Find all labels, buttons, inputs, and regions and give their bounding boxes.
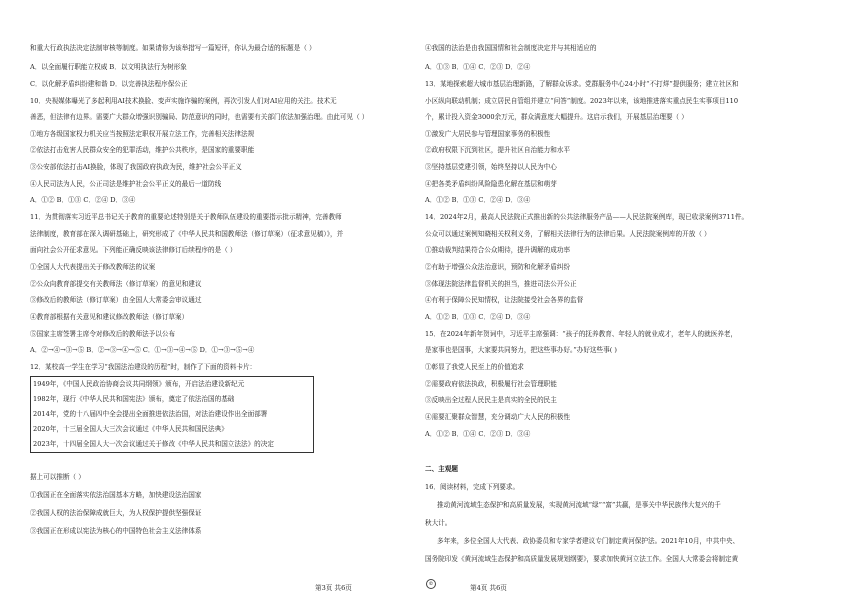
q9-options-ab: A．以全面履行职能立权威 B．以文明执法行为树形象 <box>30 63 187 71</box>
q11-item-1: ①全国人大代表提出关于修改教师法的议案 <box>30 263 156 271</box>
material-line-1: 推动黄河流域生态保护和高质量发展，实现黄河流域“绿”“富”共赢，是事关中华民族伟大复兴的千 <box>437 501 721 509</box>
q9-options-cd: C．以化解矛盾纠纷建和谐 D．以完善执法程序保公正 <box>30 80 188 88</box>
q11-item-4: ④教育部根据有关意见和建议修改教师法（修订草案） <box>30 313 189 321</box>
section-heading: 二、主观题 <box>425 465 458 473</box>
q12-item-1: ①我国正在全面落实依法治国基本方略，加快建设法治国家 <box>30 491 202 499</box>
q11-options: A．②→④→③→⑤ B．②→③→④→⑤ C．①→③→④→⑤ D．①→③→⑤→④ <box>30 346 255 354</box>
material-line-4: 国务院印发《黄河流域生态保护和高质量发展规划纲要》，要求加快黄河立法工作。全国人大常委会将制定黄 <box>425 555 739 563</box>
q12-options: A．①③ B．①④ C．②③ D．②④ <box>425 63 531 71</box>
q10-item-2: ②依法打击危害人民群众安全的犯罪活动，维护公共秩序，是国家的重要职能 <box>30 146 255 154</box>
copyright-mark: © <box>426 579 436 589</box>
timeline-entry-1949: 1949年，《中国人民政治协商会议共同纲领》颁布，开启法治建设新纪元 <box>33 380 245 388</box>
timeline-entry-1982: 1982年，现行《中华人民共和国宪法》颁布，奠定了依法治国的基础 <box>33 395 235 403</box>
timeline-entry-2014: 2014年，党的十八届四中全会提出全面推进依法治国，对法治建设作出全面部署 <box>33 410 268 418</box>
q11-stem: 11．为贯彻落实习近平总书记关于教育的重要论述特别是关于教师队伍建设的重要指示批示精神，完善教师 <box>30 213 342 221</box>
material-line-3: 多年来，多位全国人大代表、政协委员和专家学者建议专门制定黄河保护法。2021年10月，中共中央、 <box>437 537 740 545</box>
q10-item-1: ①地方各级国家权力机关应当按照法定职权开展立法工作，完善相关法律法规 <box>30 130 255 138</box>
material-line-2: 秋大计。 <box>425 519 452 527</box>
q12-item-4: ④我国的法治是由我国国情和社会制度决定并与其相适应的 <box>425 44 597 52</box>
q14-stem: 14．2024年2月，最高人民法院正式推出新的公共法律服务产品——人民法院案例库，现已收录案例3711件。 <box>425 213 749 221</box>
q10-item-3: ③公安部依法打击AI换脸，体现了我国政府执政为民，维护社会公平正义 <box>30 163 242 171</box>
q14-options: A．①② B．①③ C．②④ D．③④ <box>425 313 531 321</box>
q13-stem-cont: 小区纵向联动机制；成立居民自管组并建立“问答”制度。2023年以来，该地推进落实重点民生实事项目110 <box>425 97 739 105</box>
q11-item-2: ②公众向教育部提交有关教师法（修订草案）的意见和建议 <box>30 280 202 288</box>
q10-stem-cont: 善恶，但法律有边界。需要广大群众增强识别骗局、防范意识的同时，也需要有关部门依法加强治理。由此可见（ ） <box>30 113 369 121</box>
q13-options: A．①② B．①③ C．②④ D．③④ <box>425 196 531 204</box>
q11-stem-cont: 法律制度，教育部在深入调研基础上，研究形成了《中华人民共和国教师法（修订草案）（征求意见稿）》，并 <box>30 230 344 238</box>
q15-stem-cont: 是家事也是国事，大家要共同努力，把这些事办好。”办好这些事( ) <box>425 346 617 354</box>
page-number-right: 第4页 共6页 <box>470 584 507 592</box>
q11-item-3: ③修改后的教师法（修订草案）由全国人大常委会审议通过 <box>30 296 202 304</box>
q14-item-1: ①推动裁判结果符合公众期待，提升调解的成功率 <box>425 246 571 254</box>
q11-item-5: ⑤国家主席签署主席令对修改后的教师法予以公布 <box>30 330 176 338</box>
q14-item-4: ④有利于保障公民知情权，让法院接受社会各界的监督 <box>425 296 584 304</box>
q14-stem-cont: 公众可以通过案例知晓相关权利义务，了解相关法律行为的法律后果。人民法院案例库的开放（ ） <box>425 230 711 238</box>
q15-item-1: ①彰显了我党人民至上的价值追求 <box>425 363 524 371</box>
q13-item-2: ②政府权限下沉到社区，提升社区自治能力和水平 <box>425 146 571 154</box>
page-number-left: 第3页 共6页 <box>315 584 352 592</box>
q16-stem: 16．阅读材料，完成下列要求。 <box>425 483 520 491</box>
q12-stem: 12．某校高一学生在学习“我国法治建设的历程”时，制作了下面的资料卡片： <box>30 363 257 371</box>
q15-item-4: ④需要汇聚群众智慧，充分调动广大人民的积极性 <box>425 413 571 421</box>
q14-item-2: ②有助于增强公众法治意识，预防和化解矛盾纠纷 <box>425 263 571 271</box>
timeline-card <box>30 376 314 453</box>
timeline-entry-2020: 2020年，十三届全国人大三次会议通过《中华人民共和国民法典》 <box>33 425 228 433</box>
q10-item-4: ④人民司法为人民，公正司法是维护社会公平正义的最后一道防线 <box>30 180 222 188</box>
q15-item-2: ②需要政府依法执政，积极履行社会管理职能 <box>425 380 557 388</box>
q12-prompt: 据上可以推断（ ） <box>30 473 85 481</box>
q9-stem-end: 和重大行政执法决定法制审核等制度。如果请你为该举措写一篇短评，你认为最合适的标题是（ ） <box>30 44 316 52</box>
q13-item-4: ④把各类矛盾纠纷风险隐患化解在基层和萌芽 <box>425 180 557 188</box>
q13-item-1: ①激发广大居民参与管理国家事务的积极性 <box>425 130 551 138</box>
q15-options: A．①② B．①④ C．②③ D．③④ <box>425 430 531 438</box>
timeline-entry-2023: 2023年，十四届全国人大一次会议通过关于修改《中华人民共和国立法法》的决定 <box>33 440 274 448</box>
q13-stem: 13．某地探索超大城市基层治理新路，了解群众诉求。党群服务中心24小时“不打烊”提供服务；建立社区和 <box>425 80 739 88</box>
q10-options: A．①② B．①③ C．②④ D．③④ <box>30 196 136 204</box>
q11-stem-cont2: 面向社会公开征求意见。下列能正确反映该法律修订后续程序的是（ ） <box>30 246 237 254</box>
q13-stem-cont2: 个，累计投入资金3000余万元，群众满意度大幅提升。这启示我们，开展基层治理要（ ） <box>425 113 688 121</box>
q10-stem: 10．央视媒体曝光了多起利用AI技术换脸、变声实施诈骗的案例，再次引发人们对AI应用的关注。技术无 <box>30 97 337 105</box>
q12-item-2: ②我国人权的法治保障成就巨大，为人权保护提供坚强保证 <box>30 509 202 517</box>
q15-item-3: ③反映出全过程人民民主是真实的全民的民主 <box>425 396 557 404</box>
q14-item-3: ③体现法院法律监督机关的担当，推进司法公开公正 <box>425 280 577 288</box>
q13-item-3: ③坚持基层党建引领，始终坚持以人民为中心 <box>425 163 557 171</box>
q12-item-3: ③我国正在形成以宪法为核心的中国特色社会主义法律体系 <box>30 527 202 535</box>
q15-stem: 15．在2024年新年贺词中，习近平主席强调：“孩子的抚养教育、年轻人的就业成才，老年人的就医养老， <box>425 330 738 338</box>
